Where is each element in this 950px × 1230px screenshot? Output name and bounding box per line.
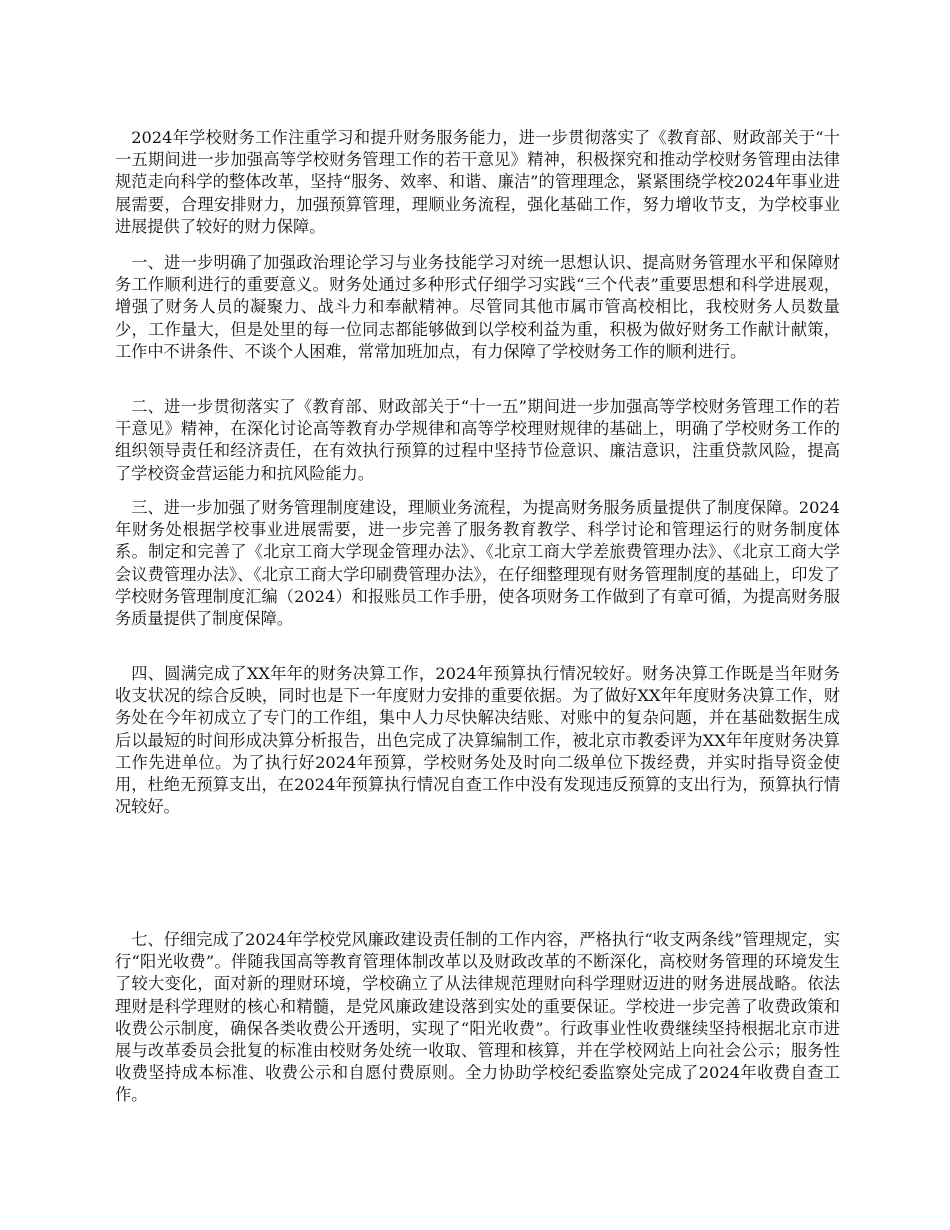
section-one-paragraph: 一、进一步明确了加强政治理论学习与业务技能学习对统一思想认识、提高财务管理水平和保障财务工作顺利进行的重要意义。财务处通过多种形式仔细学习实践“三个代表”重要思想和科学进展观，增强了财务人员的凝聚力、战斗力和奉献精神。尽管同其他市属市管高校相比，我校财务人员数量少，工作量大，但是处里的每一位同志都能够做到以学校利益为重，积极为做好财务工作献计献策，工作中不讲条件、不谈个人困难，常常加班加点，有力保障了学校财务工作的顺利进行。 bbox=[115, 253, 840, 361]
section-three-paragraph: 三、进一步加强了财务管理制度建设，理顺业务流程，为提高财务服务质量提供了制度保障。2024年财务处根据学校事业进展需要，进一步完善了服务教育教学、科学讨论和管理运行的财务制度体系。制定和完善了《北京工商大学现金管理办法》、《北京工商大学差旅费管理办法》、《北京工商大学会议费管理办法》、《北京工商大学印刷费管理办法》，在仔细整理现有财务管理制度的基础上，印发了学校财务管理制度汇编（2024）和报账员工作手册，使各项财务工作做到了有章可循，为提高财务服务质量提供了制度保障。 bbox=[115, 498, 840, 629]
section-two-paragraph: 二、进一步贯彻落实了《教育部、财政部关于“十一五”期间进一步加强高等学校财务管理工作的若干意见》精神，在深化讨论高等教育办学规律和高等学校理财规律的基础上，明确了学校财务工作的组织领导责任和经济责任，在有效执行预算的过程中坚持节俭意识、廉洁意识，注重贷款风险，提高了学校资金营运能力和抗风险能力。 bbox=[115, 397, 840, 483]
intro-paragraph: 2024年学校财务工作注重学习和提升财务服务能力，进一步贯彻落实了《教育部、财政部关于“十一五期间进一步加强高等学校财务管理工作的若干意见》精神，积极探究和推动学校财务管理由法律规范走向科学的整体改革，坚持“服务、效率、和谐、廉洁”的管理理念，紧紧围绕学校2024年事业进展需要，合理安排财力，加强预算管理，理顺业务流程，强化基础工作，努力增收节支，为学校事业进展提供了较好的财力保障。 bbox=[115, 128, 840, 236]
section-four-paragraph: 四、圆满完成了XX年年的财务决算工作，2024年预算执行情况较好。财务决算工作既是当年财务收支状况的综合反映，同时也是下一年度财力安排的重要依据。为了做好XX年年度财务决算工作，财务处在今年初成立了专门的工作组，集中人力尽快解决结账、对账中的复杂问题，并在基础数据生成后以最短的时间形成决算分析报告，出色完成了决算编制工作，被北京市教委评为XX年年度财务决算工作先进单位。为了执行好2024年预算，学校财务处及时向二级单位下拨经费，并实时指导资金使用，杜绝无预算支出，在2024年预算执行情况自查工作中没有发现违反预算的支出行为，预算执行情况较好。 bbox=[115, 664, 840, 817]
section-seven-paragraph: 七、仔细完成了2024年学校党风廉政建设责任制的工作内容，严格执行“收支两条线”管理规定，实行“阳光收费”。伴随我国高等教育管理体制改革以及财政改革的不断深化，高校财务管理的环境发生了较大变化，面对新的理财环境，学校确立了从法律规范理财向科学理财迈进的财务进展战略。依法理财是科学理财的核心和精髓，是党风廉政建设落到实处的重要保证。学校进一步完善了收费政策和收费公示制度，确保各类收费公开透明，实现了“阳光收费”。行政事业性收费继续坚持根据北京市进展与改革委员会批复的标准由校财务处统一收取、管理和核算，并在学校网站上向社会公示；服务性收费坚持成本标准、收费公示和自愿付费原则。全力协助学校纪委监察处完成了2024年收费自查工作。 bbox=[115, 930, 840, 1105]
